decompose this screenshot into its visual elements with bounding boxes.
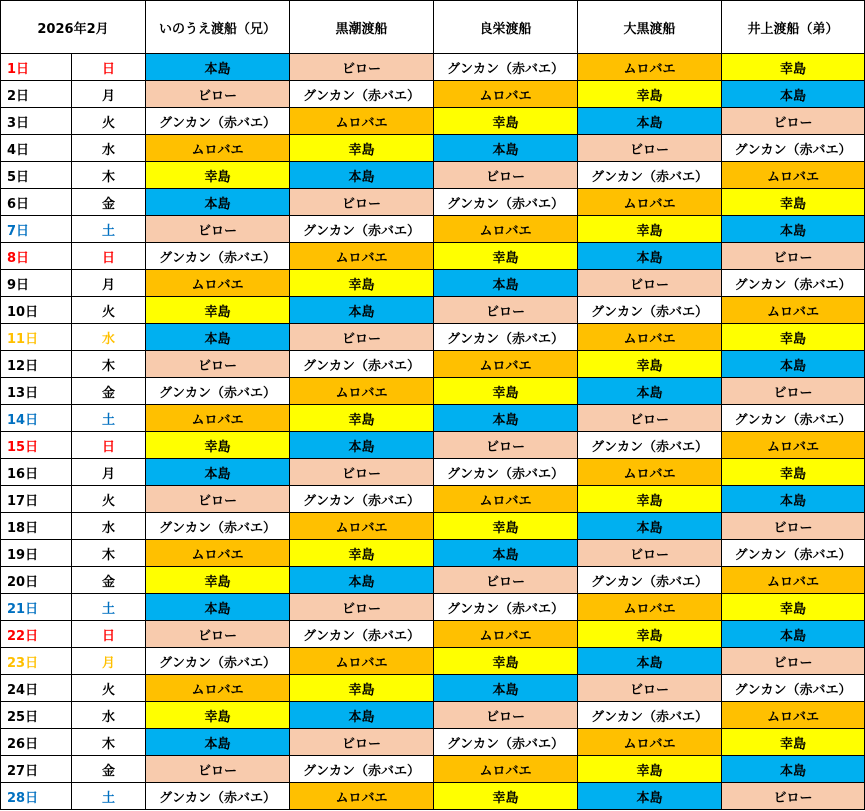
weekday-cell: 日 bbox=[72, 54, 146, 81]
destination-cell: 本島 bbox=[722, 216, 865, 243]
table-row bbox=[1, 621, 865, 648]
destination-cell: ビロー bbox=[290, 324, 434, 351]
month-title: 2026年2月 bbox=[1, 1, 146, 54]
destination-cell: 本島 bbox=[578, 513, 722, 540]
destination-cell: ムロバエ bbox=[722, 702, 865, 729]
destination-cell: ビロー bbox=[146, 81, 290, 108]
destination-cell: ビロー bbox=[578, 405, 722, 432]
destination-cell: 幸島 bbox=[722, 594, 865, 621]
destination-cell: ムロバエ bbox=[290, 513, 434, 540]
destination-cell: 本島 bbox=[290, 432, 434, 459]
destination-cell: ビロー bbox=[434, 297, 578, 324]
destination-cell: 幸島 bbox=[434, 783, 578, 810]
table-row bbox=[1, 351, 865, 378]
destination-cell: 幸島 bbox=[434, 108, 578, 135]
destination-cell: 本島 bbox=[146, 594, 290, 621]
destination-cell: 本島 bbox=[578, 783, 722, 810]
table-row bbox=[1, 486, 865, 513]
destination-cell: 本島 bbox=[146, 459, 290, 486]
date-cell: 17日 bbox=[1, 486, 72, 513]
table-row bbox=[1, 459, 865, 486]
destination-cell: 幸島 bbox=[722, 189, 865, 216]
destination-cell: グンカン（赤バエ） bbox=[290, 216, 434, 243]
destination-cell: ビロー bbox=[290, 459, 434, 486]
destination-cell: グンカン（赤バエ） bbox=[578, 567, 722, 594]
destination-cell: 本島 bbox=[290, 702, 434, 729]
destination-cell: 本島 bbox=[290, 567, 434, 594]
destination-cell: ビロー bbox=[722, 513, 865, 540]
destination-cell: ムロバエ bbox=[578, 594, 722, 621]
destination-cell: ビロー bbox=[434, 567, 578, 594]
destination-cell: ムロバエ bbox=[722, 432, 865, 459]
destination-cell: 本島 bbox=[434, 540, 578, 567]
table-row bbox=[1, 729, 865, 756]
date-cell: 6日 bbox=[1, 189, 72, 216]
table-row bbox=[1, 648, 865, 675]
destination-cell: 本島 bbox=[722, 486, 865, 513]
weekday-cell: 月 bbox=[72, 648, 146, 675]
table-row bbox=[1, 567, 865, 594]
table-row bbox=[1, 324, 865, 351]
destination-cell: 幸島 bbox=[290, 270, 434, 297]
weekday-cell: 土 bbox=[72, 783, 146, 810]
weekday-cell: 火 bbox=[72, 486, 146, 513]
table-row bbox=[1, 756, 865, 783]
destination-cell: グンカン（赤バエ） bbox=[722, 270, 865, 297]
table-row bbox=[1, 189, 865, 216]
destination-cell: グンカン（赤バエ） bbox=[722, 540, 865, 567]
destination-cell: グンカン（赤バエ） bbox=[722, 135, 865, 162]
weekday-cell: 金 bbox=[72, 756, 146, 783]
destination-cell: 本島 bbox=[434, 270, 578, 297]
destination-cell: ビロー bbox=[290, 594, 434, 621]
weekday-cell: 木 bbox=[72, 540, 146, 567]
destination-cell: 幸島 bbox=[434, 513, 578, 540]
weekday-cell: 日 bbox=[72, 432, 146, 459]
weekday-cell: 月 bbox=[72, 459, 146, 486]
destination-cell: 幸島 bbox=[578, 216, 722, 243]
destination-cell: グンカン（赤バエ） bbox=[578, 432, 722, 459]
destination-cell: 本島 bbox=[146, 189, 290, 216]
table-row bbox=[1, 135, 865, 162]
date-cell: 3日 bbox=[1, 108, 72, 135]
destination-cell: ムロバエ bbox=[434, 351, 578, 378]
date-cell: 15日 bbox=[1, 432, 72, 459]
destination-cell: ビロー bbox=[434, 702, 578, 729]
destination-cell: グンカン（赤バエ） bbox=[290, 486, 434, 513]
destination-cell: ムロバエ bbox=[434, 621, 578, 648]
header-row bbox=[1, 1, 865, 54]
destination-cell: グンカン（赤バエ） bbox=[146, 378, 290, 405]
destination-cell: 幸島 bbox=[578, 81, 722, 108]
date-cell: 5日 bbox=[1, 162, 72, 189]
destination-cell: 幸島 bbox=[434, 243, 578, 270]
weekday-cell: 金 bbox=[72, 567, 146, 594]
destination-cell: 本島 bbox=[290, 162, 434, 189]
destination-cell: 幸島 bbox=[578, 756, 722, 783]
destination-cell: ビロー bbox=[722, 648, 865, 675]
destination-cell: グンカン（赤バエ） bbox=[434, 54, 578, 81]
date-cell: 27日 bbox=[1, 756, 72, 783]
destination-cell: グンカン（赤バエ） bbox=[434, 324, 578, 351]
date-cell: 25日 bbox=[1, 702, 72, 729]
boat-header-inoue-otouto: 井上渡船（弟） bbox=[722, 1, 865, 54]
table-row bbox=[1, 540, 865, 567]
destination-cell: 幸島 bbox=[578, 351, 722, 378]
date-cell: 1日 bbox=[1, 54, 72, 81]
weekday-cell: 水 bbox=[72, 324, 146, 351]
destination-cell: 幸島 bbox=[722, 54, 865, 81]
destination-cell: 本島 bbox=[722, 351, 865, 378]
destination-cell: 本島 bbox=[290, 297, 434, 324]
destination-cell: 本島 bbox=[434, 405, 578, 432]
weekday-cell: 金 bbox=[72, 378, 146, 405]
date-cell: 20日 bbox=[1, 567, 72, 594]
destination-cell: ムロバエ bbox=[578, 54, 722, 81]
destination-cell: ムロバエ bbox=[722, 297, 865, 324]
destination-cell: ビロー bbox=[290, 189, 434, 216]
table-row bbox=[1, 513, 865, 540]
destination-cell: ムロバエ bbox=[290, 243, 434, 270]
date-cell: 26日 bbox=[1, 729, 72, 756]
date-cell: 13日 bbox=[1, 378, 72, 405]
destination-cell: ビロー bbox=[578, 270, 722, 297]
destination-cell: グンカン（赤バエ） bbox=[722, 405, 865, 432]
destination-cell: 本島 bbox=[434, 135, 578, 162]
table-row bbox=[1, 405, 865, 432]
destination-cell: ムロバエ bbox=[146, 135, 290, 162]
weekday-cell: 日 bbox=[72, 243, 146, 270]
boat-header-daikoku: 大黒渡船 bbox=[578, 1, 722, 54]
weekday-cell: 木 bbox=[72, 351, 146, 378]
destination-cell: ムロバエ bbox=[290, 648, 434, 675]
date-cell: 11日 bbox=[1, 324, 72, 351]
date-cell: 7日 bbox=[1, 216, 72, 243]
destination-cell: 幸島 bbox=[578, 621, 722, 648]
weekday-cell: 木 bbox=[72, 729, 146, 756]
destination-cell: グンカン（赤バエ） bbox=[146, 648, 290, 675]
destination-cell: グンカン（赤バエ） bbox=[290, 621, 434, 648]
table-row bbox=[1, 702, 865, 729]
weekday-cell: 水 bbox=[72, 135, 146, 162]
date-cell: 28日 bbox=[1, 783, 72, 810]
destination-cell: ムロバエ bbox=[290, 108, 434, 135]
destination-cell: 幸島 bbox=[434, 378, 578, 405]
destination-cell: グンカン（赤バエ） bbox=[290, 351, 434, 378]
destination-cell: ムロバエ bbox=[578, 189, 722, 216]
destination-cell: 本島 bbox=[722, 621, 865, 648]
weekday-cell: 火 bbox=[72, 297, 146, 324]
destination-cell: 幸島 bbox=[434, 648, 578, 675]
table-row bbox=[1, 594, 865, 621]
destination-cell: 本島 bbox=[146, 54, 290, 81]
destination-cell: 本島 bbox=[578, 648, 722, 675]
destination-cell: 本島 bbox=[578, 108, 722, 135]
destination-cell: 幸島 bbox=[146, 297, 290, 324]
destination-cell: 幸島 bbox=[290, 675, 434, 702]
destination-cell: 幸島 bbox=[146, 432, 290, 459]
destination-cell: 本島 bbox=[434, 675, 578, 702]
destination-cell: ビロー bbox=[578, 135, 722, 162]
destination-cell: グンカン（赤バエ） bbox=[434, 459, 578, 486]
date-cell: 16日 bbox=[1, 459, 72, 486]
table-row bbox=[1, 675, 865, 702]
destination-cell: ビロー bbox=[146, 621, 290, 648]
date-cell: 8日 bbox=[1, 243, 72, 270]
destination-cell: ムロバエ bbox=[146, 270, 290, 297]
destination-cell: ムロバエ bbox=[146, 540, 290, 567]
table-row bbox=[1, 432, 865, 459]
destination-cell: ムロバエ bbox=[146, 675, 290, 702]
date-cell: 2日 bbox=[1, 81, 72, 108]
destination-cell: ムロバエ bbox=[722, 162, 865, 189]
destination-cell: ムロバエ bbox=[578, 729, 722, 756]
date-cell: 22日 bbox=[1, 621, 72, 648]
destination-cell: ムロバエ bbox=[146, 405, 290, 432]
destination-cell: 幸島 bbox=[146, 702, 290, 729]
destination-cell: ビロー bbox=[578, 675, 722, 702]
schedule-body bbox=[1, 54, 865, 810]
table-row bbox=[1, 54, 865, 81]
boat-header-inoue-ani: いのうえ渡船（兄） bbox=[146, 1, 290, 54]
date-cell: 18日 bbox=[1, 513, 72, 540]
destination-cell: グンカン（赤バエ） bbox=[578, 702, 722, 729]
table-row bbox=[1, 378, 865, 405]
destination-cell: グンカン（赤バエ） bbox=[290, 756, 434, 783]
boat-header-kuroshio: 黒潮渡船 bbox=[290, 1, 434, 54]
destination-cell: ムロバエ bbox=[578, 459, 722, 486]
destination-cell: グンカン（赤バエ） bbox=[434, 729, 578, 756]
boat-header-ryoei: 良栄渡船 bbox=[434, 1, 578, 54]
destination-cell: 本島 bbox=[578, 378, 722, 405]
weekday-cell: 木 bbox=[72, 162, 146, 189]
weekday-cell: 土 bbox=[72, 405, 146, 432]
table-row bbox=[1, 270, 865, 297]
destination-cell: 幸島 bbox=[290, 540, 434, 567]
destination-cell: 幸島 bbox=[578, 486, 722, 513]
destination-cell: ビロー bbox=[146, 486, 290, 513]
table-row bbox=[1, 783, 865, 810]
weekday-cell: 水 bbox=[72, 513, 146, 540]
destination-cell: 幸島 bbox=[722, 324, 865, 351]
destination-cell: ムロバエ bbox=[434, 216, 578, 243]
destination-cell: ムロバエ bbox=[434, 81, 578, 108]
destination-cell: グンカン（赤バエ） bbox=[434, 189, 578, 216]
destination-cell: グンカン（赤バエ） bbox=[722, 675, 865, 702]
destination-cell: グンカン（赤バエ） bbox=[146, 513, 290, 540]
destination-cell: 本島 bbox=[146, 729, 290, 756]
destination-cell: ビロー bbox=[434, 432, 578, 459]
destination-cell: ムロバエ bbox=[290, 783, 434, 810]
destination-cell: ビロー bbox=[578, 540, 722, 567]
date-cell: 10日 bbox=[1, 297, 72, 324]
date-cell: 14日 bbox=[1, 405, 72, 432]
destination-cell: 幸島 bbox=[290, 135, 434, 162]
destination-cell: ビロー bbox=[290, 54, 434, 81]
destination-cell: グンカン（赤バエ） bbox=[290, 81, 434, 108]
destination-cell: 本島 bbox=[578, 243, 722, 270]
weekday-cell: 日 bbox=[72, 621, 146, 648]
table-row bbox=[1, 81, 865, 108]
destination-cell: グンカン（赤バエ） bbox=[146, 243, 290, 270]
destination-cell: グンカン（赤バエ） bbox=[434, 594, 578, 621]
weekday-cell: 月 bbox=[72, 270, 146, 297]
destination-cell: ムロバエ bbox=[290, 378, 434, 405]
date-cell: 21日 bbox=[1, 594, 72, 621]
table-row bbox=[1, 162, 865, 189]
date-cell: 23日 bbox=[1, 648, 72, 675]
date-cell: 24日 bbox=[1, 675, 72, 702]
destination-cell: ムロバエ bbox=[722, 567, 865, 594]
weekday-cell: 火 bbox=[72, 675, 146, 702]
destination-cell: 幸島 bbox=[146, 162, 290, 189]
destination-cell: 本島 bbox=[722, 81, 865, 108]
weekday-cell: 火 bbox=[72, 108, 146, 135]
destination-cell: ビロー bbox=[146, 351, 290, 378]
table-row bbox=[1, 297, 865, 324]
destination-cell: 本島 bbox=[146, 324, 290, 351]
date-cell: 12日 bbox=[1, 351, 72, 378]
destination-cell: ビロー bbox=[722, 783, 865, 810]
weekday-cell: 土 bbox=[72, 216, 146, 243]
destination-cell: 幸島 bbox=[290, 405, 434, 432]
table-row bbox=[1, 108, 865, 135]
date-cell: 4日 bbox=[1, 135, 72, 162]
weekday-cell: 水 bbox=[72, 702, 146, 729]
destination-cell: グンカン（赤バエ） bbox=[578, 297, 722, 324]
weekday-cell: 土 bbox=[72, 594, 146, 621]
destination-cell: ビロー bbox=[434, 162, 578, 189]
table-row bbox=[1, 216, 865, 243]
destination-cell: 幸島 bbox=[146, 567, 290, 594]
destination-cell: 幸島 bbox=[722, 459, 865, 486]
weekday-cell: 月 bbox=[72, 81, 146, 108]
destination-cell: 幸島 bbox=[722, 729, 865, 756]
destination-cell: ビロー bbox=[146, 756, 290, 783]
destination-cell: グンカン（赤バエ） bbox=[146, 108, 290, 135]
destination-cell: ビロー bbox=[146, 216, 290, 243]
destination-cell: ビロー bbox=[290, 729, 434, 756]
destination-cell: ビロー bbox=[722, 108, 865, 135]
destination-cell: ムロバエ bbox=[434, 756, 578, 783]
table-row bbox=[1, 243, 865, 270]
date-cell: 9日 bbox=[1, 270, 72, 297]
destination-cell: ムロバエ bbox=[578, 324, 722, 351]
destination-cell: グンカン（赤バエ） bbox=[146, 783, 290, 810]
destination-cell: グンカン（赤バエ） bbox=[578, 162, 722, 189]
destination-cell: ビロー bbox=[722, 378, 865, 405]
destination-cell: ムロバエ bbox=[434, 486, 578, 513]
weekday-cell: 金 bbox=[72, 189, 146, 216]
destination-cell: 本島 bbox=[722, 756, 865, 783]
date-cell: 19日 bbox=[1, 540, 72, 567]
destination-cell: ビロー bbox=[722, 243, 865, 270]
